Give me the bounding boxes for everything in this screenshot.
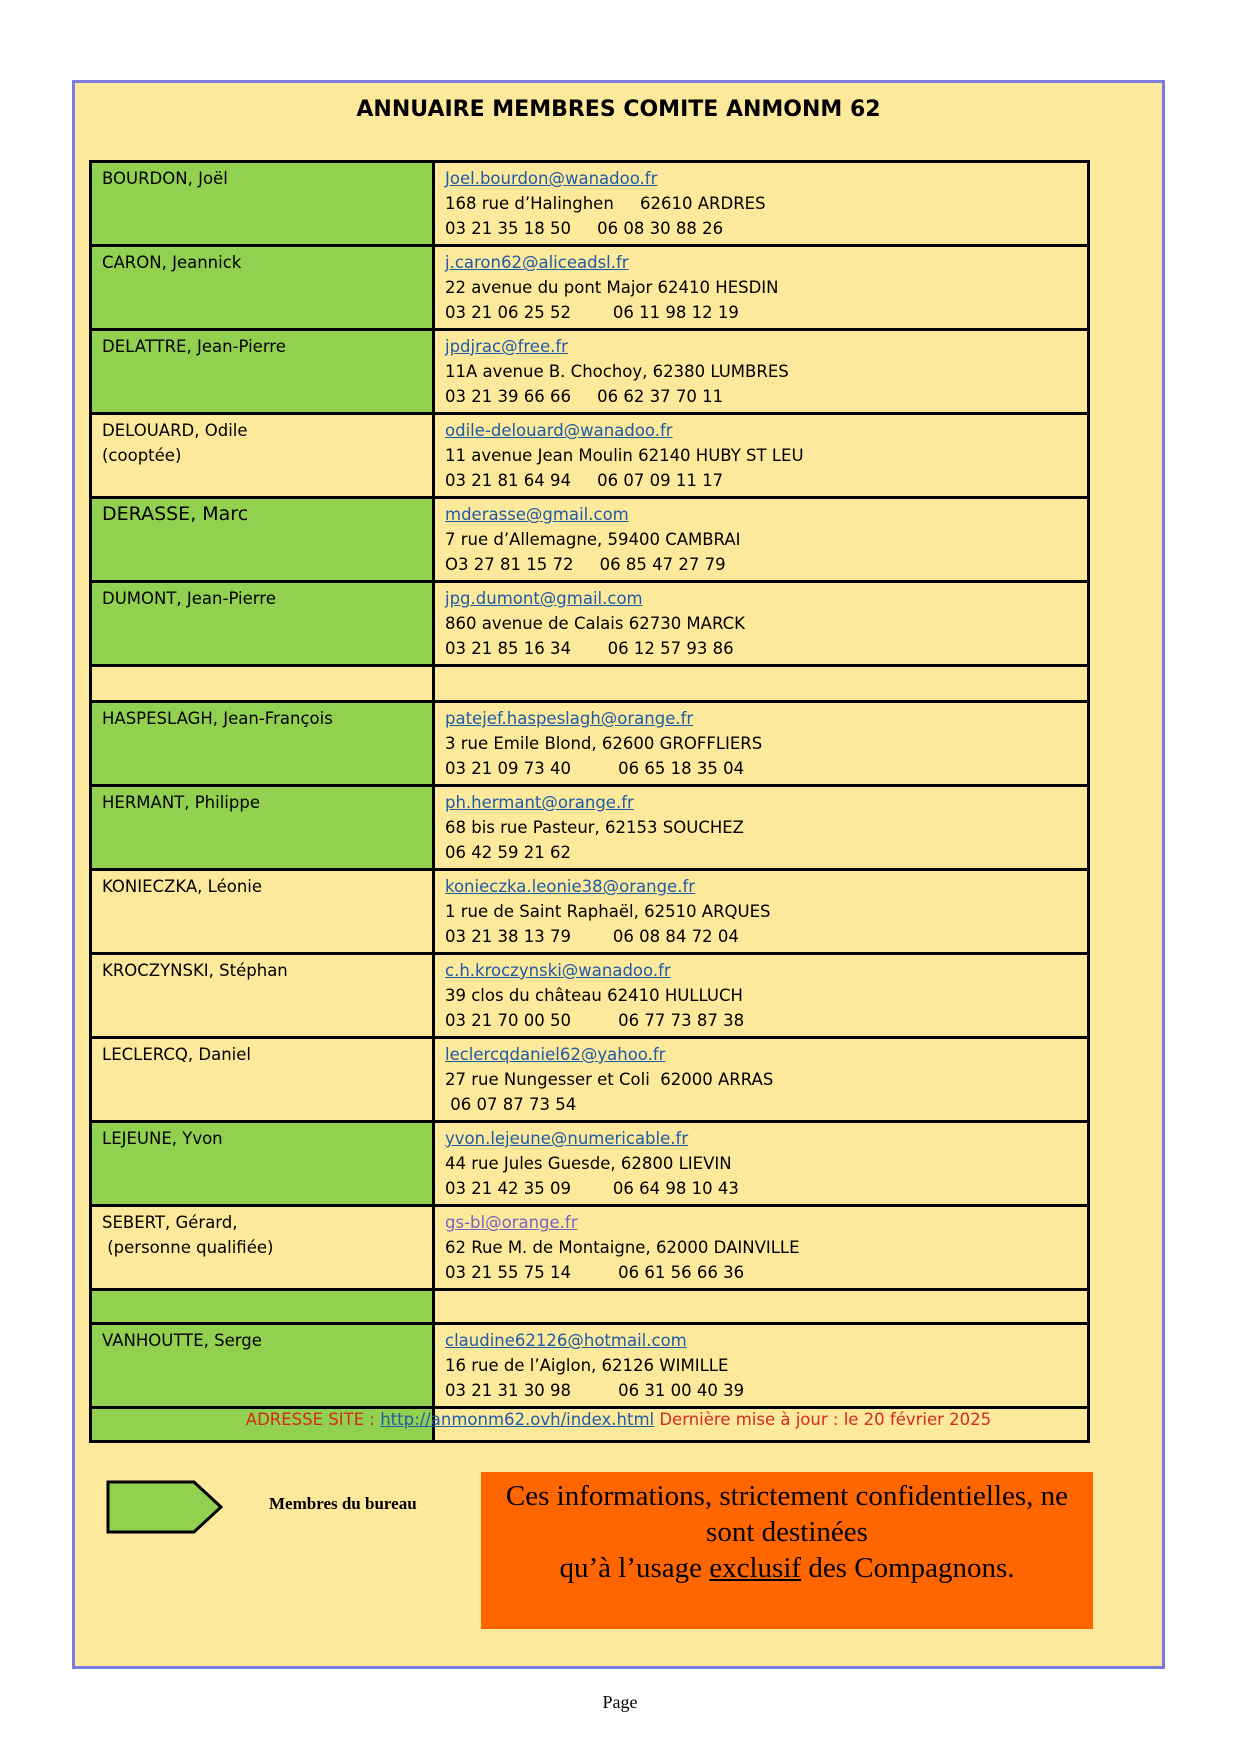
member-info-cell [434,246,1089,330]
member-name-cell [91,1206,434,1290]
member-name-cell [91,162,434,246]
member-phones: 03 21 06 25 52 06 11 98 12 19 [445,303,739,322]
member-address: 68 bis rue Pasteur, 62153 SOUCHEZ [445,818,744,837]
site-footer-line [75,1410,1162,1429]
update-date: Dernière mise à jour : le 20 février 2025 [654,1410,992,1429]
member-name: DERASSE, Marc [102,503,249,525]
page-title: ANNUAIRE MEMBRES COMITE ANMONM 62 [356,97,881,122]
member-name: HASPESLAGH, Jean-François [102,709,333,728]
member-name-cell [91,498,434,582]
member-email-link[interactable]: leclercqdaniel62@yahoo.fr [445,1045,666,1064]
member-name-cell [91,330,434,414]
member-email-link[interactable]: odile-delouard@wanadoo.fr [445,421,673,440]
member-name-cell [91,414,434,498]
member-name-cell [91,1324,434,1408]
member-name-cell [91,1122,434,1206]
member-address: 860 avenue de Calais 62730 MARCK [445,614,745,633]
table-row [91,162,1089,246]
green-pentagon-arrow-icon [106,1479,226,1535]
member-address: 168 rue d’Halinghen 62610 ARDRES [445,194,766,213]
page-label: Page [602,1692,638,1712]
member-phones: O3 27 81 15 72 06 85 47 27 79 [445,555,726,574]
member-name: DUMONT, Jean-Pierre [102,589,276,608]
member-name-cell [91,1038,434,1122]
member-phones: 03 21 09 73 40 06 65 18 35 04 [445,759,745,778]
member-phones: 03 21 35 18 50 06 08 30 88 26 [445,219,724,238]
member-email-link[interactable]: claudine62126@hotmail.com [445,1331,687,1350]
table-row [91,330,1089,414]
table-row [91,498,1089,582]
empty-cell [434,666,1089,702]
member-address: 1 rue de Saint Raphaël, 62510 ARQUES [445,902,771,921]
member-address: 7 rue d’Allemagne, 59400 CAMBRAI [445,530,741,549]
member-name-cell [91,786,434,870]
member-info-cell [434,954,1089,1038]
member-name-cell [91,582,434,666]
member-info-cell [434,1038,1089,1122]
member-email-link[interactable]: gs-bl@orange.fr [445,1213,578,1232]
member-address: 11 avenue Jean Moulin 62140 HUBY ST LEU [445,446,804,465]
member-info-cell [434,1206,1089,1290]
member-email-link[interactable]: ph.hermant@orange.fr [445,793,634,812]
member-phones: 06 07 87 73 54 [445,1095,577,1114]
member-phones: 03 21 31 30 98 06 31 00 40 39 [445,1381,745,1400]
document-frame [72,80,1165,1669]
table-row [91,870,1089,954]
member-address: 22 avenue du pont Major 62410 HESDIN [445,278,779,297]
member-name-cell [91,702,434,786]
member-email-link[interactable]: patejef.haspeslagh@orange.fr [445,709,694,728]
member-info-cell [434,582,1089,666]
member-phones: 03 21 55 75 14 06 61 56 66 36 [445,1263,745,1282]
member-name: CARON, Jeannick [102,253,242,272]
notice-text: des Compagnons. [801,1552,1015,1584]
notice-line-1: Ces informations, strictement confidentielles, ne [505,1480,1069,1512]
table-row [91,1324,1089,1408]
member-phones: 03 21 81 64 94 06 07 09 11 17 [445,471,724,490]
empty-cell [91,666,434,702]
member-name-cell [91,246,434,330]
member-name: KROCZYNSKI, Stéphan [102,961,288,980]
member-status: (cooptée) [102,446,182,465]
member-name: DELOUARD, Odile [102,421,248,440]
member-email-link[interactable]: c.h.kroczynski@wanadoo.fr [445,961,671,980]
member-address: 62 Rue M. de Montaigne, 62000 DAINVILLE [445,1238,800,1257]
member-phones: 03 21 38 13 79 06 08 84 72 04 [445,927,739,946]
member-email-link[interactable]: konieczka.leonie38@orange.fr [445,877,696,896]
table-row [91,702,1089,786]
table-row [91,1122,1089,1206]
member-email-link[interactable]: mderasse@gmail.com [445,505,629,524]
member-info-cell [434,414,1089,498]
table-row [91,954,1089,1038]
member-address: 3 rue Emile Blond, 62600 GROFFLIERS [445,734,763,753]
member-info-cell [434,498,1089,582]
member-name: LECLERCQ, Daniel [102,1045,251,1064]
member-info-cell [434,702,1089,786]
member-name: LEJEUNE, Yvon [102,1129,223,1148]
member-phones: 03 21 85 16 34 06 12 57 93 86 [445,639,734,658]
empty-row [91,1290,1089,1324]
member-email-link[interactable]: j.caron62@aliceadsl.fr [445,253,629,272]
notice-line-2: sont destinées [706,1516,868,1548]
member-address: 39 clos du château 62410 HULLUCH [445,986,743,1005]
notice-line-3 [481,1550,1093,1586]
member-name: BOURDON, Joël [102,169,228,188]
member-phones: 03 21 39 66 66 06 62 37 70 11 [445,387,724,406]
site-label: ADRESSE SITE : [245,1410,381,1429]
notice-emphasis: exclusif [709,1552,802,1584]
table-row [91,786,1089,870]
table-row [91,414,1089,498]
empty-row [91,666,1089,702]
member-name: HERMANT, Philippe [102,793,260,812]
member-status: (personne qualifiée) [102,1238,274,1257]
member-info-cell [434,1324,1089,1408]
member-email-link[interactable]: jpg.dumont@gmail.com [445,589,643,608]
member-info-cell [434,786,1089,870]
table-row [91,246,1089,330]
member-info-cell [434,1122,1089,1206]
member-name: KONIECZKA, Léonie [102,877,263,896]
empty-cell [91,1290,434,1324]
member-name: SEBERT, Gérard, [102,1213,238,1232]
empty-cell [434,1290,1089,1324]
member-info-cell [434,870,1089,954]
member-address: 16 rue de l’Aiglon, 62126 WIMILLE [445,1356,729,1375]
member-phones: 06 42 59 21 62 [445,843,571,862]
table-row [91,1038,1089,1122]
notice-text: qu’à l’usage [559,1552,710,1584]
member-email-link[interactable]: jpdjrac@free.fr [445,337,568,356]
member-name: DELATTRE, Jean-Pierre [102,337,286,356]
legend-label: Membres du bureau [269,1494,417,1513]
member-phones: 03 21 70 00 50 06 77 73 87 38 [445,1011,745,1030]
site-url-link[interactable]: http://anmonm62.ovh/index.html [380,1410,655,1429]
member-name: VANHOUTTE, Serge [102,1331,262,1350]
member-directory-table [89,160,1090,1443]
member-info-cell [434,162,1089,246]
member-address: 44 rue Jules Guesde, 62800 LIEVIN [445,1154,732,1173]
table-row [91,1206,1089,1290]
table-row [91,582,1089,666]
member-address: 27 rue Nungesser et Coli 62000 ARRAS [445,1070,774,1089]
member-name-cell [91,954,434,1038]
member-name-cell [91,870,434,954]
member-email-link[interactable]: yvon.lejeune@numericable.fr [445,1129,689,1148]
confidentiality-notice [481,1472,1093,1629]
member-phones: 03 21 42 35 09 06 64 98 10 43 [445,1179,739,1198]
member-email-link[interactable]: Joel.bourdon@wanadoo.fr [445,169,658,188]
member-address: 11A avenue B. Chochoy, 62380 LUMBRES [445,362,789,381]
member-info-cell [434,330,1089,414]
